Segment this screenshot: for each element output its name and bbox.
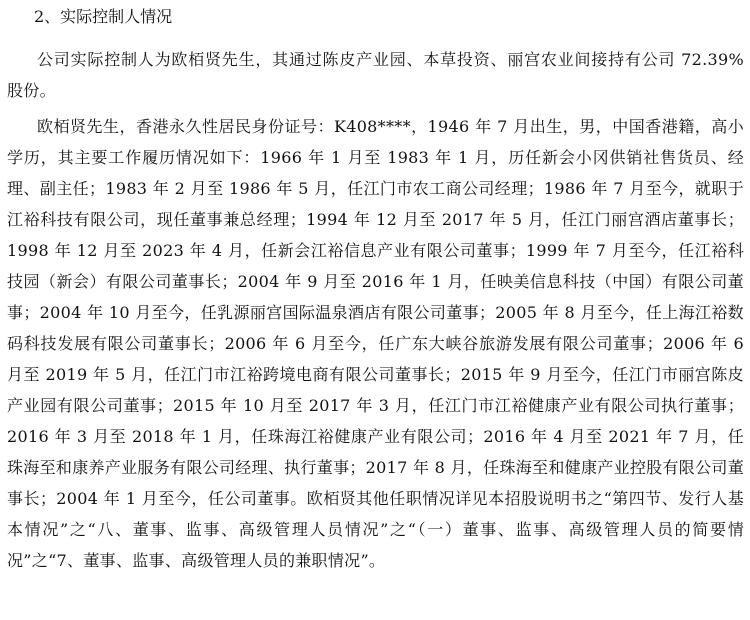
paragraph-controller-biography: 欧栢贤先生，香港永久性居民身份证号：K408****，1946 年 7 月出生，男，中国香港籍，高小学历，其主要工作履历情况如下：1966 年 1 月至 1983 年 1 月，历任新会小冈供销社售货员、经理、副主任；1983 年 2 月至 1986 年 5 月，任江门市农工商公司经理；1986 年 7 月至今，就职于江裕科技有限公司，现任董事兼总经理；1994 年 12 月至 2017 年 5 月，任江门丽宫酒店董事长；1998 年 12 月至 2023 年 4 月，任新会江裕信息产业有限公司董事；1999 年 7 月至今，任江裕科技园（新会）有限公司董事长；2004 年 9 月至 2016 年 1 月，任映美信息科技（中国）有限公司董事；2004 年 10 月至今，任乳源丽宫国际温泉酒店有限公司董事；2005 年 8 月至今，任上海江裕数码科技发展有限公司董事长；2006 年 6 月至今，任广东大峡谷旅游发展有限公司董事；2006 年 6 月至 2019 年 5 月，任江门市江裕跨境电商有限公司董事长；2015 年 9 月至今，任江门市丽宫陈皮产业园有限公司董事；2015 年 10 月至 2017 年 3 月，任江门市江裕健康产业有限公司执行董事；2016 年 3 月至 2018 年 1 月，任珠海江裕健康产业有限公司；2016 年 4 月至 2021 年 7 月，任珠海至和康养产业服务有限公司经理、执行董事；2017 年 8 月，任珠海至和健康产业控股有限公司董事长；2004 年 1 月至今，任公司董事。欧栢贤其他任职情况详见本招股说明书之“第四节、发行人基本情况”之“八、董事、监事、高级管理人员情况”之“（一）董事、监事、高级管理人员的简要情况”之“7、董事、监事、高级管理人员的兼职情况”。 [7,117,744,570]
paragraph-controller-intro: 公司实际控制人为欧栢贤先生，其通过陈皮产业园、本草投资、丽宫农业间接持有公司 72.39% 股份。 [7,50,744,100]
section-heading: 2、实际控制人情况 [34,7,173,26]
